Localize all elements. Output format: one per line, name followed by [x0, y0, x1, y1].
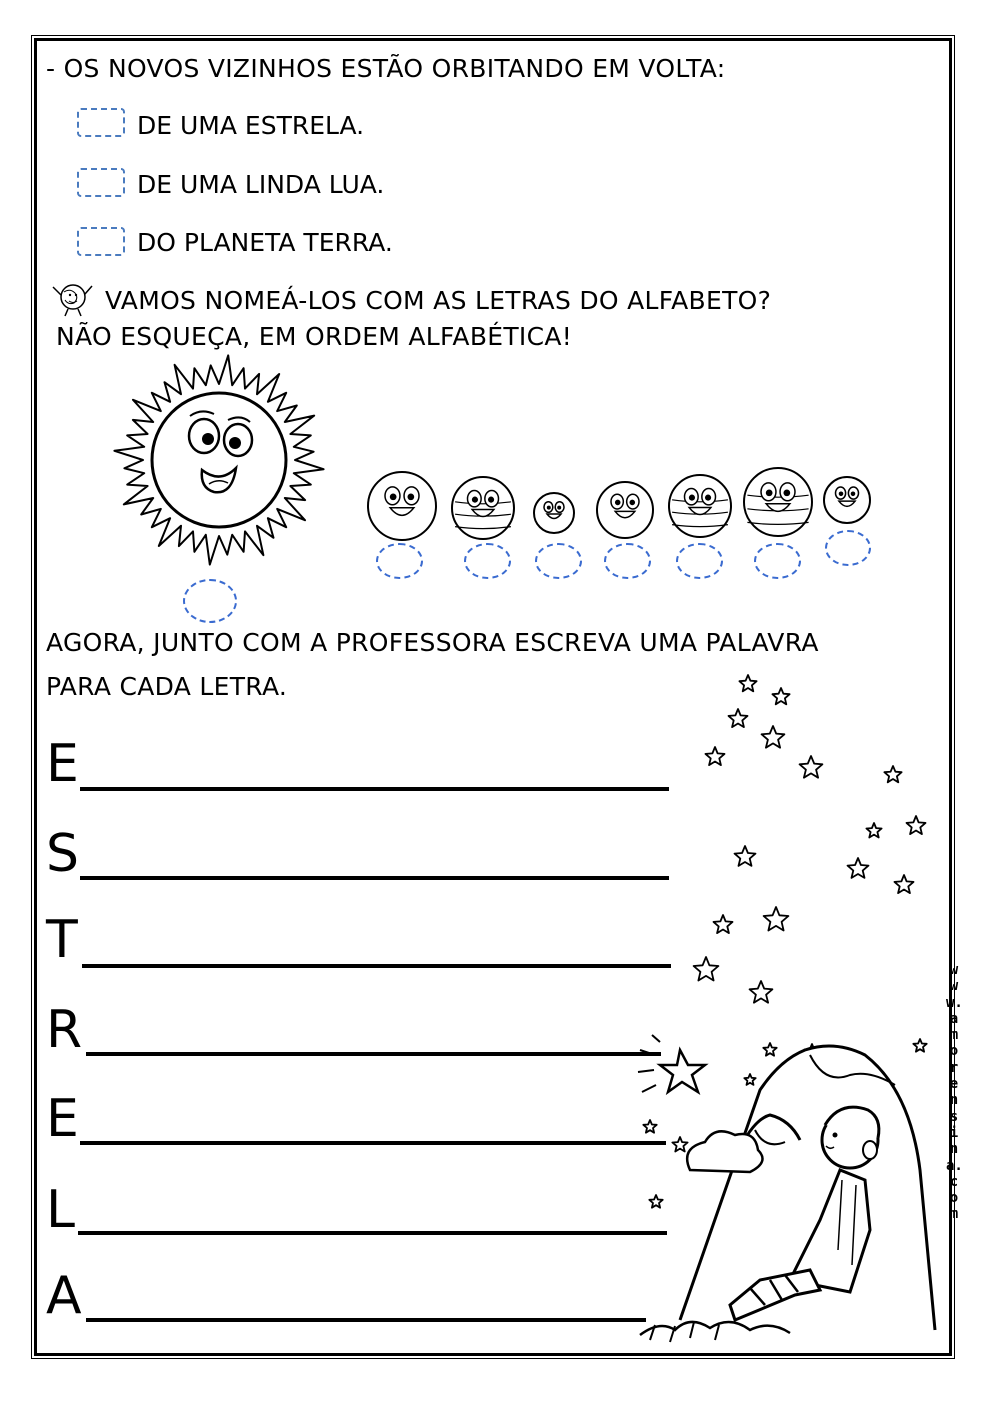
star-icon: [694, 957, 719, 981]
write-instruction-line2: PARA CADA LETRA.: [46, 672, 288, 701]
star-icon: [800, 756, 823, 778]
write-instruction-line1: AGORA, JUNTO COM A PROFESSORA ESCREVA UMA PALAVRA: [46, 628, 819, 657]
star-icon: [895, 875, 914, 893]
star-icon: [866, 823, 881, 838]
acrostic-letter-s: S: [46, 824, 80, 884]
acrostic-letter-a: A: [46, 1266, 82, 1326]
star-icon: [729, 709, 748, 727]
star-icon: [762, 726, 785, 748]
star-icon: [907, 816, 926, 834]
star-icon: [739, 675, 756, 691]
star-icon: [764, 907, 789, 931]
star-icon: [884, 766, 901, 782]
star-icon: [735, 846, 756, 866]
question-prompt: - OS NOVOS VIZINHOS ESTÃO ORBITANDO EM VOLTA:: [46, 54, 726, 83]
option-label-terra: DO PLANETA TERRA.: [137, 228, 393, 257]
acrostic-letter-e1: E: [46, 734, 79, 794]
star-icon: [750, 981, 773, 1003]
star-icon: [772, 688, 789, 704]
acrostic-letter-e2: E: [46, 1089, 79, 1149]
star-icon: [706, 747, 725, 765]
option-label-estrela: DE UMA ESTRELA.: [137, 111, 365, 140]
boy-stargazing-illustration: [620, 1030, 950, 1350]
acrostic-letter-r: R: [46, 1000, 83, 1060]
naming-instruction-line2: NÃO ESQUEÇA, EM ORDEM ALFABÉTICA!: [56, 322, 573, 351]
option-label-lua: DE UMA LINDA LUA.: [137, 170, 385, 199]
naming-instruction-line1: VAMOS NOMEÁ-LOS COM AS LETRAS DO ALFABETO?: [105, 286, 772, 315]
website-vertical-text: www.amorensina.com: [946, 962, 963, 1223]
acrostic-letter-l: L: [46, 1180, 75, 1240]
star-icon: [848, 858, 869, 878]
star-icon: [714, 915, 733, 933]
acrostic-letter-t: T: [46, 910, 78, 970]
